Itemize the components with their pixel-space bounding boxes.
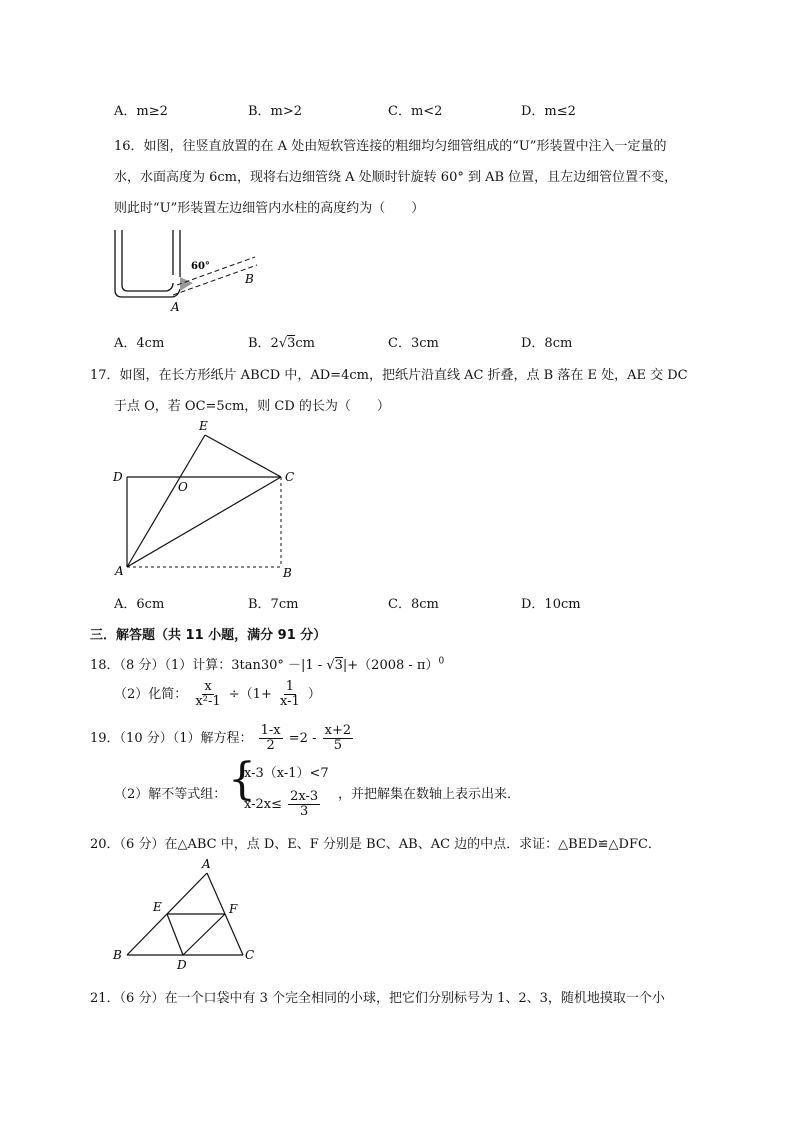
q19-inequality-2-prefix: x-2x≤ [244,797,282,812]
q19-fraction-2-denominator: 5 [333,738,343,753]
q16-text-line3: 则此时“U”形装置左边细管内水柱的高度约为（ ） [114,201,425,216]
q18-part1 [90,654,444,673]
q18-fraction-1 [193,680,222,709]
q17-point-c: C [285,470,295,484]
q16-u-tube-figure [105,225,275,315]
q20-point-c: C [245,948,255,962]
q18-part2-prefix: （2）化简： [114,687,188,702]
q20-triangle-figure [105,855,265,975]
q15-option-b: B．m>2 [248,104,303,119]
q19-inequality-2-denominator: 3 [300,804,309,819]
q17-text-line1: 17．如图，在长方形纸片 ABCD 中，AD=4cm，把纸片沿直线 AC 折叠，点 B 落在 E 处，AE 交 DC [90,368,688,383]
q20-point-d: D [177,958,187,972]
q17-point-a: A [115,564,124,578]
q19-fraction-2-numerator: x+2 [324,723,352,738]
section-heading: 三．解答题（共 11 小题，满分 91 分） [90,628,327,643]
q20-point-b: B [113,948,122,962]
q17-point-o: O [178,480,188,494]
q20-text-line1: 20．（6 分）在△ABC 中，点 D、E、F 分别是 BC、AB、AC 边的中点．求证：△BED≌△DFC． [90,837,661,852]
q19-equals: =2 - [288,731,317,746]
q19-fraction-1 [259,724,283,753]
left-brace-icon: { [228,754,256,805]
q18-divide: ÷（1+ [228,687,272,702]
q19-part1 [90,724,355,753]
q16-option-c: C．3cm [388,336,439,351]
q15-option-d: D．m≤2 [521,104,576,119]
q20-point-e: E [153,900,162,914]
q16-text-line2: 水，水面高度为 6cm，现将右边细管绕 A 处顺时针旋转 60° 到 AB 位置，且左边细管位置不变， [114,170,678,185]
sqrt-sign-icon: √ [326,658,335,673]
q19-inequality-2 [244,790,322,819]
q15-option-a: A．m≥2 [114,104,168,119]
q18-part1-prefix: 18．（8 分）（1）计算：3tan30° －|1 - [90,658,327,673]
q20-point-a: A [202,857,211,871]
q18-part1-exponent: 0 [438,656,445,667]
q18-fraction-2-denominator: x-1 [279,694,300,709]
q19-part2-suffix: ，并把解集在数轴上表示出来． [338,787,521,802]
q20-point-f: F [229,902,238,916]
q15-option-c: C．m<2 [388,104,443,119]
q17-option-d: D．10cm [521,597,581,612]
q18-part1-radicand: 3 [334,658,343,673]
q16-option-a: A．4cm [114,336,165,351]
q19-fraction-2 [323,724,354,753]
q18-fraction-1-numerator: x [204,679,212,694]
q18-fraction-2 [278,680,302,709]
q17-point-d: D [113,470,123,484]
q19-inequality-2-fraction [288,790,320,819]
q16-option-b-radicand: 3 [287,336,296,351]
q16-point-a: A [171,300,180,314]
q17-point-b: B [283,566,292,580]
q17-option-b: B．7cm [248,597,299,612]
q16-angle-label: 60° [191,261,210,272]
q18-part1-suffix: |+（2008 - π） [342,658,439,673]
q19-fraction-1-denominator: 2 [266,738,275,753]
q19-fraction-1-numerator: 1-x [260,723,281,738]
q16-point-b: B [245,272,254,286]
q19-part2-prefix: （2）解不等式组： [114,787,227,802]
q18-part2 [114,680,321,709]
q19-inequality-2-numerator: 2x-3 [290,789,319,804]
q16-option-b-unit: cm [295,336,316,351]
q16-text-line1: 16．如图，往竖直放置的在 A 处由短软管连接的粗细均匀细管组成的“U”形装置中注入一定量的 [114,139,667,154]
q17-option-a: A．6cm [114,597,165,612]
sqrt-sign-icon: √ [278,336,288,351]
q17-option-c: C．8cm [388,597,439,612]
q21-text-line1: 21．（6 分）在一个口袋中有 3 个完全相同的小球，把它们分别标号为 1、2、3，随机地摸取一个小 [90,991,665,1006]
q19-part1-prefix: 19．（10 分）（1）解方程： [90,731,253,746]
q19-inequality-1: x-3（x-1）<7 [244,766,329,781]
q17-folded-rectangle-figure [105,415,305,580]
q17-point-e: E [199,419,208,433]
q18-close-paren: ） [307,687,321,702]
q18-fraction-2-numerator: 1 [285,679,295,694]
q16-option-d: D．8cm [521,336,573,351]
q16-option-b-prefix: B．2 [248,336,279,351]
q16-option-b [248,332,315,351]
q17-text-line2: 于点 O，若 OC=5cm，则 CD 的长为（ ） [114,399,390,414]
q18-fraction-1-denominator: x²-1 [195,694,221,709]
